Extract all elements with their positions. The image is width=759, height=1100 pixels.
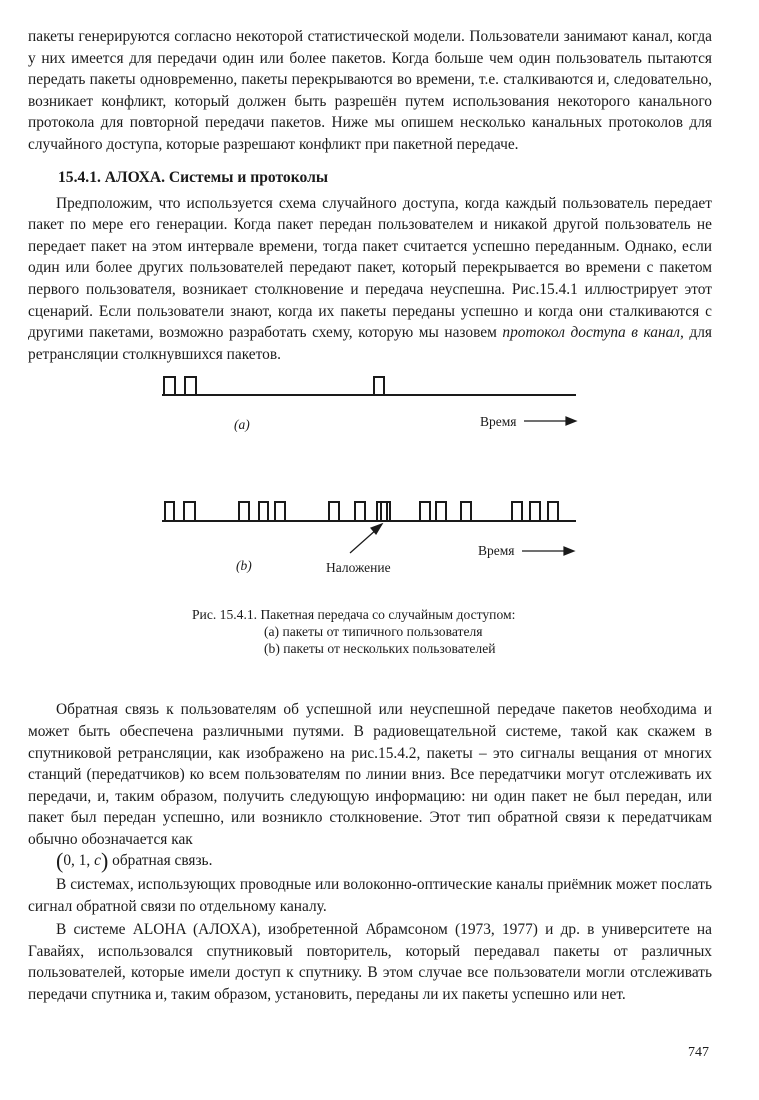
- paragraph-3-tail: обратная связь.: [108, 852, 213, 870]
- figure-caption: [192, 606, 515, 657]
- packet-b-9-overlap: [381, 502, 390, 521]
- paragraph-2-text-a: Предположим, что используется схема случайного доступа, когда каждый пользователь передает пакет по мере его генерации. Когда пакет передан пользователем и никакой другой пользователь не передает пакет на этом интервале времени, тогда пакет считается успешно переданным. Однако, если один или более других пользователей передают пакет, который перекрывается во времени с пакетом первого пользователя, возникает столкновение и передача неуспешна. Рис.15.4.1 иллюстрирует этот сценарий. Если пользователи знают, когда их пакеты переданы успешно и когда они сталкиваются с другими пакетами, возможно разработать схему, которую мы назовем: [28, 194, 712, 342]
- packet-b-1: [165, 502, 174, 521]
- packet-a-1: [164, 377, 175, 395]
- paragraph-2-term: протокол доступа в канал,: [502, 324, 684, 342]
- figure-label-b: (b): [236, 558, 252, 574]
- paragraph-3-text: Обратная связь к пользователям об успешной или неуспешной передаче пакетов необходима и может быть обеспечена различными путями. В радиовещательной системе, такой как скажем в спутниковой ретрансляции, как изображено на рис.15.4.2, пакеты – это сигналы вещания от многих станций (передатчиков) ко всем пользователям по линии вниз. Все передатчики могут отслеживать их передачи, и, таким образом, получить следующую информацию: ни один пакет не был передан, или пакет был передан успешно, или возникло столкновение. Этот тип обратной связи к передатчикам обычно обозначается как: [28, 701, 712, 848]
- caption-main: Рис. 15.4.1. Пакетная передача со случайным доступом:: [192, 607, 516, 623]
- time-arrowhead-a: [566, 417, 576, 425]
- figure-15-4-1: [28, 369, 712, 665]
- packet-b-11: [436, 502, 446, 521]
- caption-b: (b) пакеты от нескольких пользователей: [264, 641, 496, 657]
- paragraph-1: пакеты генерируются согласно некоторой статистической модели. Пользователи занимают канал, когда у них имеется для передачи один или более пакетов. Когда больше чем один пользователь пытаются передать пакеты одновременно, пакеты перекрываются во времени, т.е. сталкиваются и, следовательно, возникает конфликт, который должен быть разрешён путем использования некоторого канального протокола для повторной передачи пакетов. Ниже мы опишем несколько канальных протоколов для случайного доступа, которые разрешают конфликт при пакетной передаче.: [28, 28, 712, 153]
- paragraph-3: [28, 699, 712, 872]
- overlap-label: Наложение: [326, 560, 391, 576]
- caption-a: (a) пакеты от типичного пользователя: [264, 624, 483, 640]
- packet-b-5: [275, 502, 285, 521]
- time-arrowhead-b: [564, 547, 574, 555]
- formula-close-paren: ): [100, 848, 109, 874]
- paragraph-4: В системах, использующих проводные или волоконно-оптические каналы приёмник может послать сигнал обратной связи по отдельному каналу.: [28, 876, 712, 915]
- packet-b-3: [239, 502, 249, 521]
- page-number: 747: [688, 1045, 709, 1060]
- packet-b-6: [329, 502, 339, 521]
- packet-b-15: [548, 502, 558, 521]
- paragraph-5: В системе ALOHA (АЛОХА), изобретенной Абрамсоном (1973, 1977) и др. в университете на Гавайях, использовался спутниковый повторитель, который передавал пакеты от различных пользователей, которые имели доступ к спутнику. В этом случае все пользователи могли отслеживать передачи спутника и, таким образом, установить, переданы ли их пакеты успешно или нет.: [28, 921, 712, 1004]
- section-heading: 15.4.1. АЛОХА. Системы и протоколы: [58, 168, 329, 186]
- paragraph-2-text-b: для ретрансляции столкнувшихся пакетов.: [28, 324, 712, 363]
- overlap-arrow: [350, 529, 377, 553]
- formula-open-paren: (: [56, 848, 64, 874]
- figure-label-a: (a): [234, 417, 250, 433]
- packet-b-14: [530, 502, 540, 521]
- time-label-a: Время: [480, 414, 517, 430]
- packet-a-2: [185, 377, 196, 395]
- packet-b-4: [259, 502, 268, 521]
- packet-a-3: [374, 377, 384, 395]
- packet-b-10: [420, 502, 430, 521]
- paragraph-2: [28, 193, 712, 366]
- feedback-formula: [28, 850, 108, 872]
- packet-b-2: [184, 502, 195, 521]
- formula-var: c: [94, 852, 101, 870]
- page-content: [28, 26, 712, 1006]
- packet-b-12: [461, 502, 471, 521]
- formula-body: 0, 1,: [63, 852, 95, 870]
- packet-b-13: [512, 502, 522, 521]
- packet-b-7: [355, 502, 365, 521]
- time-label-b: Время: [478, 543, 515, 559]
